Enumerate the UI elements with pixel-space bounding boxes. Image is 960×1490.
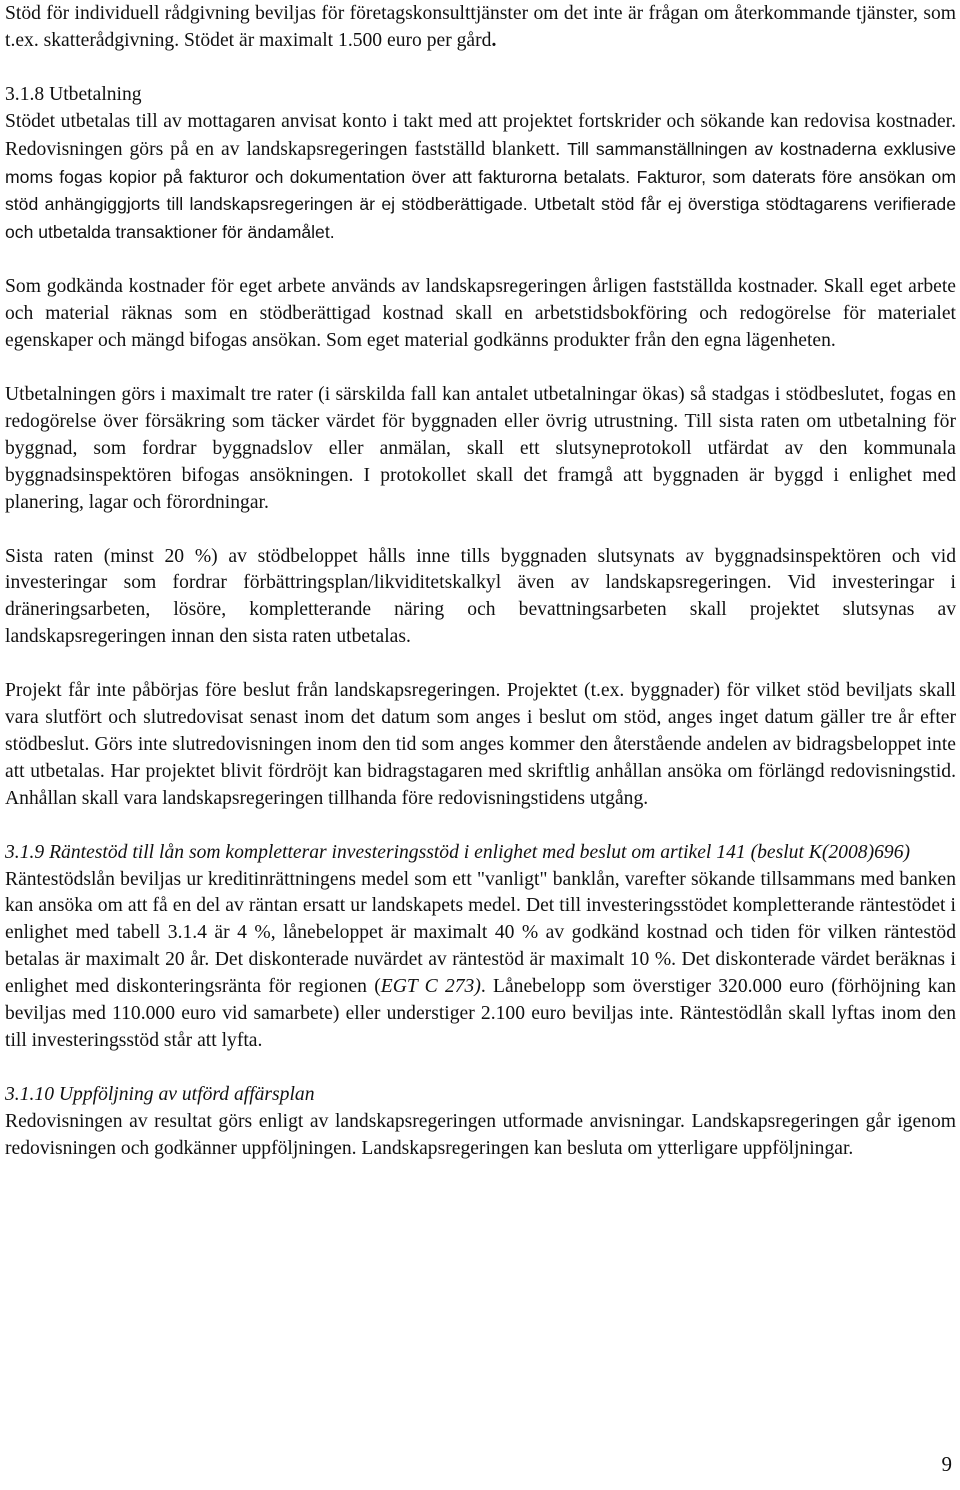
section-3-1-10-heading: 3.1.10 Uppföljning av utförd affärsplan [5, 1083, 315, 1105]
section-3-1-8-paragraph-3: Utbetalningen görs i maximalt tre rater (i särskilda fall kan antalet utbetalningar ökas) så stadgas i stödbeslutet, fogas en redogörelse över försäkring som täcker värdet för byggnaden eller övrig utrustning. Till sista raten om utbetalning för byggnad, som fordrar byggnadslov eller anmälan, skall ett slutsyneprotokoll utfärdat av den kommunala byggnadsinspektören bifogas ansökningen. I protokollet skall det framgå att byggnaden är byggd i enlighet med planering, lagar och förordningar. [5, 383, 956, 513]
intro-period: . [491, 29, 497, 51]
section-3-1-8-paragraph-2: Som godkända kostnader för eget arbete används av landskapsregeringen årligen fastställda kostnader. Skall eget arbete och material räknas som en stödberättigad kostnad skall en arbetstidsbokföring och redogörelse för materialet egenskaper och mängd bifogas ansökan. Som eget material godkänns produkter från den egna lägenheten. [5, 276, 956, 352]
section-3-1-8-paragraph-4: Sista raten (minst 20 %) av stödbeloppet hålls inne tills byggnaden slutsynats av byggnadsinspektören och vid investeringar som fordrar förbättringsplan/likviditetskalkyl även av landskapsregeringen. Vid investeringar i dräneringsarbeten, lösöre, kompletterande näring och bevattningsarbeten skall projektet slutsynas av landskapsregeringen innan den sista raten utbetalas. [5, 545, 956, 648]
section-3-1-10-paragraph-1: Redovisningen av resultat görs enligt av landskapsregeringen utformade anvisningar. Landskapsregeringen går igenom redovisningen och godkänner uppföljningen. Landskapsregeringen kan besluta om ytterligare uppföljningar. [5, 1110, 956, 1159]
section-3-1-9-p1-b: . Lånebelopp som överstiger 320.000 euro (förhöjning kan beviljas med 110.000 euro vid samarbete) eller understiger 2.100 euro beviljas inte. Räntestödlån skall lyftas inom den till investeringsstöd står att lyfta. [5, 976, 956, 1051]
section-3-1-9-paragraph-1 [5, 867, 956, 1055]
page-content [5, 1, 956, 1163]
section-3-1-8-p1-serif: Stödet utbetalas till av mottagaren anvisat konto i takt med att projektet fortskrider och sökande kan redovisa kostnader. Redovisningen görs på en av landskapsregeringen fastställd blankett. [5, 110, 956, 160]
intro-text: Stöd för individuell rådgivning beviljas för företagskonsulttjänster om det inte är frågan om återkommande tjänster, som t.ex. skatterådgivning. Stödet är maximalt 1.500 euro per gård [5, 3, 956, 51]
intro-paragraph [5, 1, 956, 55]
page-number: 9 [941, 1452, 952, 1476]
section-3-1-8-p1-sans: Till sammanställningen av kostnaderna exklusive moms fogas kopior på fakturor och dokumentation över att fakturorna betalats. Fakturor, som daterats före ansökan om stöd anhängiggjorts till landskapsregeringen är ej stödberättigade. Utbetalt stöd får ej överstiga stödtagarens verifierade och utbetalda transaktioner för ändamålet. [5, 138, 957, 243]
section-3-1-9-heading: 3.1.9 Räntestöd till lån som kompletterar investeringsstöd i enlighet med beslut om artikel 141 (beslut K(2008)696) [5, 841, 911, 863]
section-3-1-9-p1-italic: EGT C 273) [380, 976, 481, 998]
section-3-1-9-p1-a: Räntestödslån beviljas ur kreditinrättningens medel som ett "vanligt" banklån, varefter sökande tillsammans med banken kan ansöka om att få en del av räntan ersatt ur landskapets medel. Det till investeringsstödet kompletterande räntestödet i enlighet med tabell 3.1.4 är 4 %, lånebeloppet är maximalt 40 % av godkänd kostnad och tiden för vilken räntestöd betalas är maximalt 20 år. Det diskonterade nuvärdet av räntestöd är maximalt 10 %. Det diskonterade värdet beräknas i enlighet med diskonteringsränta för regionen ( [5, 868, 956, 998]
section-3-1-8-paragraph-5: Projekt får inte påbörjas före beslut från landskapsregeringen. Projektet (t.ex. byggnader) för vilket stöd beviljats skall vara slutfört och slutredovisat senast inom det datum som anges i beslut om stöd, anges inget datum gäller tre år efter stödbeslut. Görs inte slutredovisningen inom den tid som anges kommer den återstående andelen av bidragsbeloppet inte att utbetalas. Har projektet blivit fördröjt kan bidragstagaren med skriftlig anhållan ansöka om förlängd redovisningstid. Anhållan skall vara landskapsregeringen tillhanda före redovisningstidens utgång. [5, 680, 956, 809]
section-3-1-8-paragraph-1 [5, 109, 956, 248]
section-3-1-8-heading: 3.1.8 Utbetalning [5, 83, 142, 105]
